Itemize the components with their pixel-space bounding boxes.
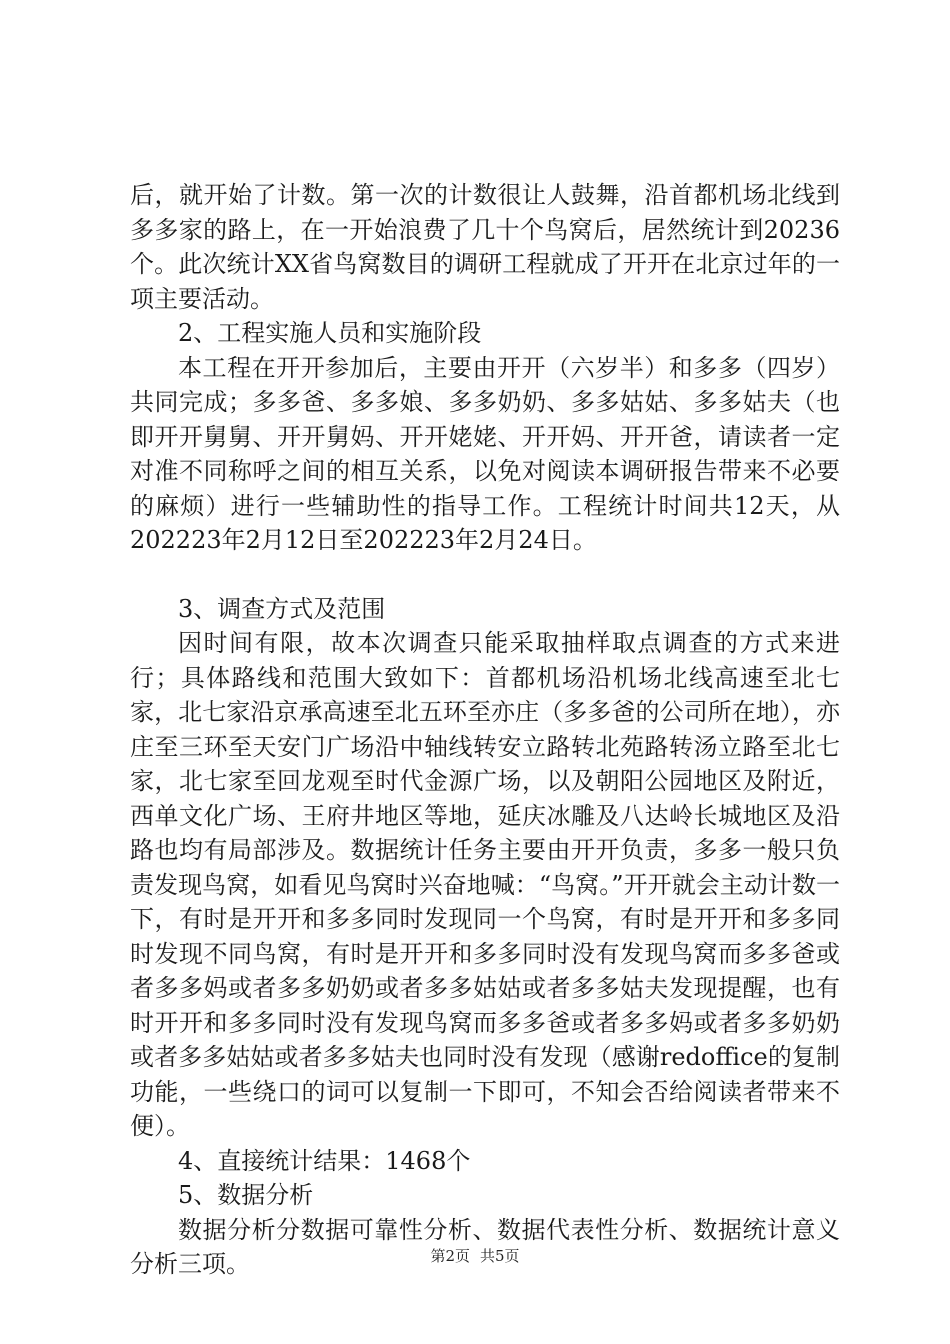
page-number: 第2页 bbox=[430, 1247, 470, 1265]
body-paragraph: 因时间有限，故本次调查只能采取抽样取点调查的方式来进行；具体路线和范围大致如下：首都机场沿机场北线高速至北七家，北七家沿京承高速至北五环至亦庄（多多爸的公司所在地），亦庄至三环至天安门广场沿中轴线转安立路转北苑路转汤立路至北七家，北七家至回龙观至时代金源广场，以及朝阳公园地区及附近，西单文化广场、王府井地区等地，延庆冰雕及八达岭长城地区及沿路也均有局部涉及。数据统计任务主要由开开负责，多多一般只负责发现鸟窝，如看见鸟窝时兴奋地喊：“鸟窝。”开开就会主动计数一下，有时是开开和多多同时发现同一个鸟窝，有时是开开和多多同时发现不同鸟窝，有时是开开和多多同时没有发现鸟窝而多多爸或者多多妈或者多多奶奶或者多多姑姑或者多多姑夫发现提醒，也有时开开和多多同时没有发现鸟窝而多多爸或者多多妈或者多多奶奶或者多多姑姑或者多多姑夫也同时没有发现（感谢redoffice的复制功能，一些绕口的词可以复制一下即可，不知会否给阅读者带来不便）。 bbox=[130, 629, 840, 1140]
body-paragraph: 本工程在开开参加后，主要由开开（六岁半）和多多（四岁）共同完成；多多爸、多多娘、多多奶奶、多多姑姑、多多姑夫（也即开开舅舅、开开舅妈、开开姥姥、开开妈、开开爸，请读者一定对准不同称呼之间的相互关系，以免对阅读本调研报告带来不必要的麻烦）进行一些辅助性的指导工作。工程统计时间共12天，从202223年2月12日至202223年2月24日。 bbox=[130, 353, 840, 554]
page-footer bbox=[0, 1245, 950, 1266]
page-total: 共5页 bbox=[480, 1247, 520, 1265]
section-heading-5: 5、数据分析 bbox=[178, 1181, 314, 1209]
section-heading-2: 2、工程实施人员和实施阶段 bbox=[178, 319, 482, 347]
body-paragraph: 后，就开始了计数。第一次的计数很让人鼓舞，沿首都机场北线到多多家的路上，在一开始浪费了几十个鸟窝后，居然统计到20236个。此次统计XX省鸟窝数目的调研工程就成了开开在北京过年的一项主要活动。 bbox=[130, 181, 840, 313]
section-heading-3: 3、调查方式及范围 bbox=[178, 594, 386, 623]
document-body bbox=[130, 178, 840, 1282]
body-paragraph: 数据分析分数据可靠性分析、数据代表性分析、数据统计意义分析三项。 bbox=[130, 1215, 840, 1278]
section-heading-4: 4、直接统计结果：1468个 bbox=[178, 1146, 471, 1175]
